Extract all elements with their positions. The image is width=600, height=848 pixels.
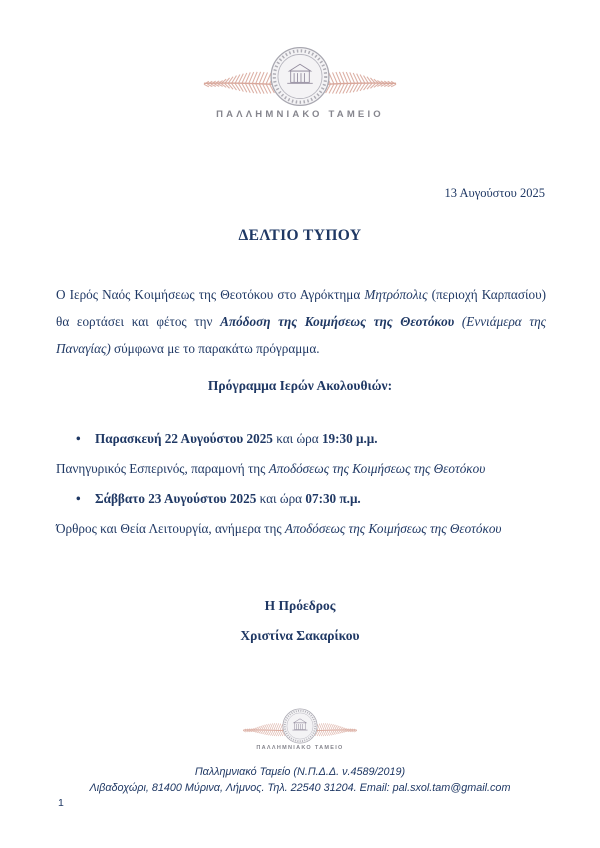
document-date: 13 Αυγούστου 2025 — [444, 186, 545, 200]
org-emblem-icon — [202, 46, 398, 107]
program-event-1 — [76, 431, 378, 447]
event-1-description — [56, 461, 485, 477]
text-segment: Αποδόσεως της Κοιμήσεως της Θεοτόκου — [268, 461, 486, 476]
intro-paragraph — [56, 281, 546, 362]
program-event-2 — [76, 491, 361, 507]
signature-role: Η Πρόεδρος — [264, 598, 336, 613]
text-segment: Μητρόπολις — [364, 287, 428, 302]
org-logo-footer — [0, 708, 600, 751]
text-segment: Αποδόσεως της Κοιμήσεως της Θεοτόκου — [284, 521, 502, 536]
program-heading: Πρόγραμμα Ιερών Ακολουθιών: — [207, 378, 393, 393]
page-title: ΔΕΛΤΙΟ ΤΥΠΟΥ — [238, 227, 362, 244]
bullet-icon: • — [76, 431, 81, 446]
org-name-caption: ΠΑΛΛΗΜΝΙΑΚΟ ΤΑΜΕΙΟ — [256, 745, 344, 751]
text-segment: 07:30 π.μ. — [305, 491, 361, 506]
text-segment: και ώρα — [256, 491, 306, 506]
text-segment: (περιοχή Καρπασίου) θα εορτάσει και φέτος την — [56, 287, 547, 329]
text-segment: Όρθρος και Θεία Λειτουργία, ανήμερα της — [56, 521, 285, 536]
bullet-icon: • — [76, 491, 81, 506]
text-segment: σύμφωνα με το παρακάτω πρόγραμμα. — [110, 341, 320, 356]
text-segment: 19:30 μ.μ. — [321, 431, 378, 446]
org-emblem-icon — [242, 708, 358, 744]
footer-org-line: Παλλημνιακό Ταμείο (Ν.Π.Δ.Δ. ν.4589/2019) — [194, 766, 406, 778]
event-2-text — [95, 491, 361, 506]
seal-icon — [271, 48, 329, 106]
event-2-description — [56, 521, 501, 537]
text-segment: Ο Ιερός Ναός Κοιμήσεως της Θεοτόκου στο Αγρόκτημα — [56, 287, 365, 302]
footer-contact-line: Λιβαδοχώρι, 81400 Μύρινα, Λήμνος. Τηλ. 22540 31204. Email: pal.sxol.tam@gmail.com — [89, 782, 511, 794]
text-segment: Παρασκευή 22 Αυγούστου 2025 — [95, 431, 273, 446]
text-segment: (Εννιάμερα της Παναγίας) — [56, 314, 547, 356]
page-number: 1 — [58, 797, 64, 809]
text-segment: Απόδοση της Κοιμήσεως της Θεοτόκου — [220, 314, 455, 329]
text-segment: Πανηγυρικός Εσπερινός, παραμονή της — [56, 461, 269, 476]
seal-icon — [283, 709, 317, 743]
text-segment: και ώρα — [272, 431, 322, 446]
org-logo-header — [0, 46, 600, 120]
event-1-text — [95, 431, 378, 446]
signature-name: Χριστίνα Σακαρίκου — [240, 628, 360, 643]
org-name-caption: ΠΑΛΛΗΜΝΙΑΚΟ ΤΑΜΕΙΟ — [216, 109, 384, 120]
text-segment: Σάββατο 23 Αυγούστου 2025 — [95, 491, 257, 506]
